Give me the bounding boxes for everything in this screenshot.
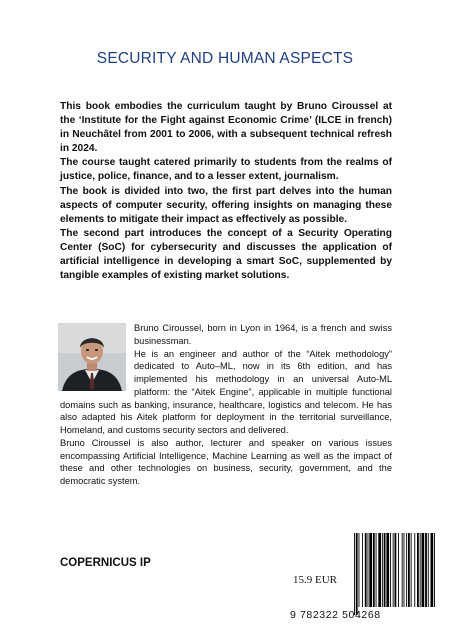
price-label: 15.9 EUR — [293, 574, 337, 586]
author-bio — [60, 322, 392, 488]
bio-paragraph: Bruno Ciroussel, born in Lyon in 1964, is a french and swiss businessman. — [134, 323, 392, 346]
intro-paragraph: The book is divided into two, the first part delves into the human aspects of computer security, offering insights on managing these elements to mitigate their impact as effectively as possible. — [60, 185, 392, 225]
bio-paragraph: Bruno Ciroussel is also author, lecturer and speaker on various issues encompassing Artificial Intelligence, Machine Learning as well as the impact of these and other technologies on business, security, government, and the democratic system. — [60, 437, 392, 486]
publisher-name: COPERNICUS IP — [60, 557, 151, 569]
bio-paragraph: He is an engineer and author of the “Aitek methodology” dedicated to Auto–ML, now in its 6th edition, and has implemented his methodology in an universal Auto-ML platform: the “Aitek Engine”, applicable in multiple functional domains such as banking, insurance, healthcare, logistics and telecom. He has also adapted his Aitek platform for deployment in the territorial surveillance, Homeland, and customs security sectors and delivered. — [60, 348, 392, 435]
intro-paragraph: This book embodies the curriculum taught by Bruno Ciroussel at the ‘Institute for the Fight against Economic Crime’ (ILCE in french) in Neuchâtel from 2001 to 2006, with a subsequent technical refresh in 2024. — [60, 101, 392, 155]
isbn-number: 9 782322 504268 — [290, 609, 381, 621]
book-title: SECURITY AND HUMAN ASPECTS — [96, 50, 354, 67]
book-description — [60, 100, 392, 283]
isbn-barcode — [353, 533, 437, 615]
intro-paragraph: The course taught catered primarily to students from the realms of justice, police, finance, and to a lesser extent, journalism. — [60, 157, 392, 183]
intro-paragraph: The second part introduces the concept of a Security Operating Center (SoC) for cybersecurity and discusses the application of artificial intelligence in developing a smart SoC, supplemented by tangible examples of existing market solutions. — [60, 227, 392, 282]
